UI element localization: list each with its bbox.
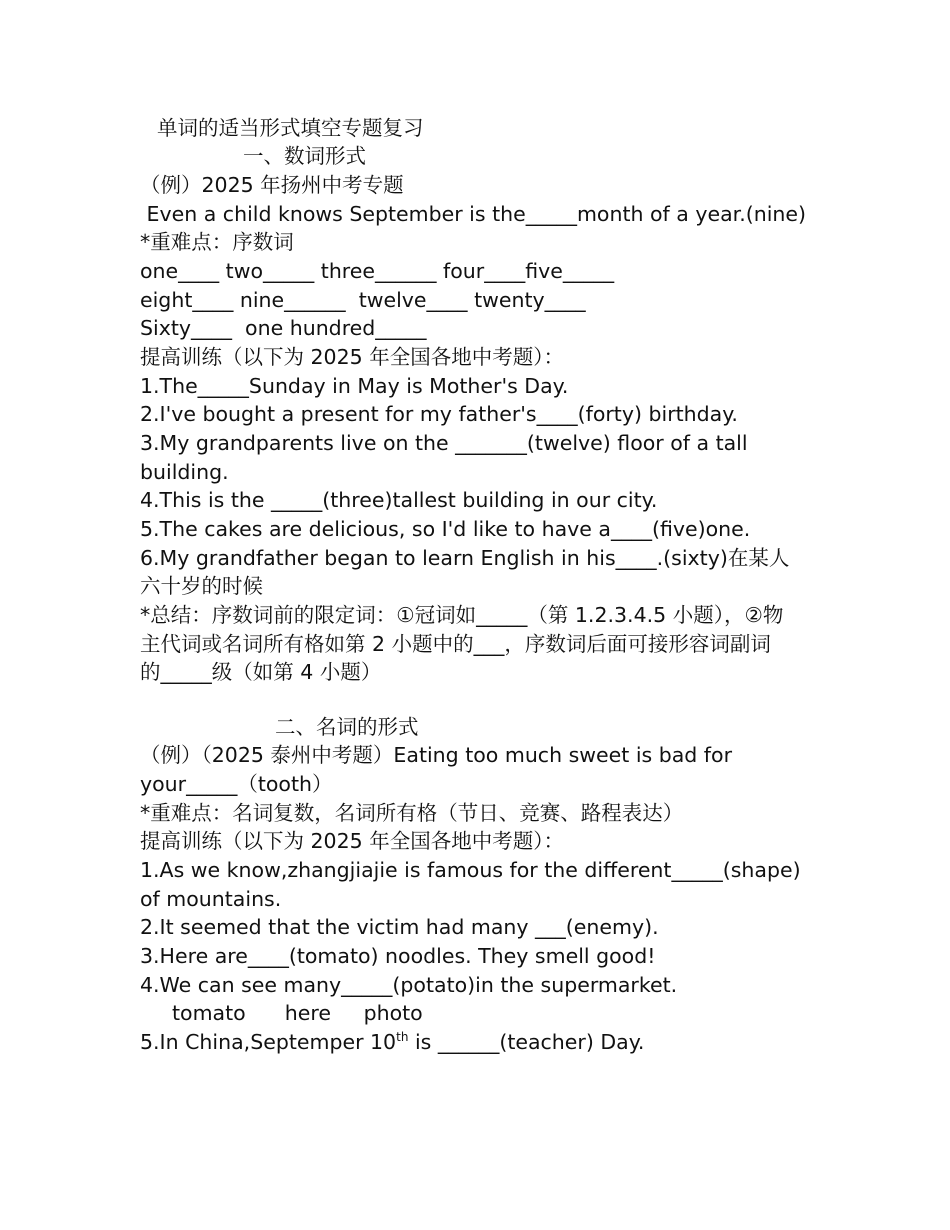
s1-practice-label: 提高训练（以下为 2025 年全国各地中考题）： bbox=[140, 345, 564, 369]
s2-question-5-sup: th bbox=[396, 1030, 409, 1045]
section-2-heading: 二、名词的形式 bbox=[275, 715, 419, 739]
s1-summary-line-3: 的_____级（如第 4 小题） bbox=[140, 660, 382, 684]
s2-question-5-post: is ______(teacher) Day. bbox=[408, 1030, 645, 1054]
s1-ordinal-row-3: Sixty____ one hundred_____ bbox=[140, 316, 427, 340]
s2-example: （例）（2025 泰州中考题）Eating too much sweet is bad for bbox=[140, 743, 732, 767]
s1-question-6: 6.My grandfather began to learn English in his____.(sixty)在某人 bbox=[140, 546, 790, 570]
s1-ordinal-row-1: one____ two_____ three______ four____five_____ bbox=[140, 259, 615, 283]
s2-question-5-pre: 5.In China,Septemper 10 bbox=[140, 1030, 397, 1054]
s1-summary-line-1: *总结：序数词前的限定词：①冠词如_____（第 1.2.3.4.5 小题），②物 bbox=[140, 603, 784, 627]
s2-question-1: 1.As we know,zhangjiajie is famous for the different_____(shape) bbox=[140, 858, 801, 882]
s1-question-3: 3.My grandparents live on the _______(twelve) floor of a tall bbox=[140, 431, 748, 455]
s1-summary-line-2: 主代词或名词所有格如第 2 小题中的___，序数词后面可接形容词副词 bbox=[140, 632, 771, 656]
s1-key-point: *重难点：序数词 bbox=[140, 230, 294, 254]
s1-question-2: 2.I've bought a present for my father's____(forty) birthday. bbox=[140, 402, 738, 426]
s1-question-3-cont: building. bbox=[140, 460, 229, 484]
s1-question-6-cont: 六十岁的时候 bbox=[140, 574, 263, 598]
s2-question-1-cont: of mountains. bbox=[140, 887, 282, 911]
s1-ordinal-row-2: eight____ nine______ twelve____ twenty____ bbox=[140, 288, 586, 312]
s2-example-cont: your_____（tooth） bbox=[140, 772, 333, 796]
section-1-heading: 一、数词形式 bbox=[243, 144, 366, 168]
s1-question-1: 1.The_____Sunday in May is Mother's Day. bbox=[140, 374, 569, 398]
s1-example-label: （例）2025 年扬州中考专题 bbox=[140, 173, 404, 197]
s2-question-4: 4.We can see many_____(potato)in the supermarket. bbox=[140, 973, 678, 997]
s2-practice-label: 提高训练（以下为 2025 年全国各地中考题）： bbox=[140, 829, 564, 853]
document-title: 单词的适当形式填空专题复习 bbox=[157, 116, 424, 140]
s2-key-point: *重难点：名词复数，名词所有格（节日、竞赛、路程表达） bbox=[140, 801, 684, 825]
s2-question-3: 3.Here are____(tomato) noodles. They smell good! bbox=[140, 944, 656, 968]
s2-question-2: 2.It seemed that the victim had many ___(enemy). bbox=[140, 915, 659, 939]
s2-word-list: tomato here photo bbox=[172, 1001, 423, 1025]
s1-example-sentence: Even a child knows September is the_____month of a year.(nine) bbox=[140, 202, 807, 226]
s2-question-5 bbox=[140, 1028, 644, 1056]
s1-question-5: 5.The cakes are delicious, so I'd like to have a____(five)one. bbox=[140, 517, 751, 541]
s1-question-4: 4.This is the _____(three)tallest building in our city. bbox=[140, 488, 658, 512]
